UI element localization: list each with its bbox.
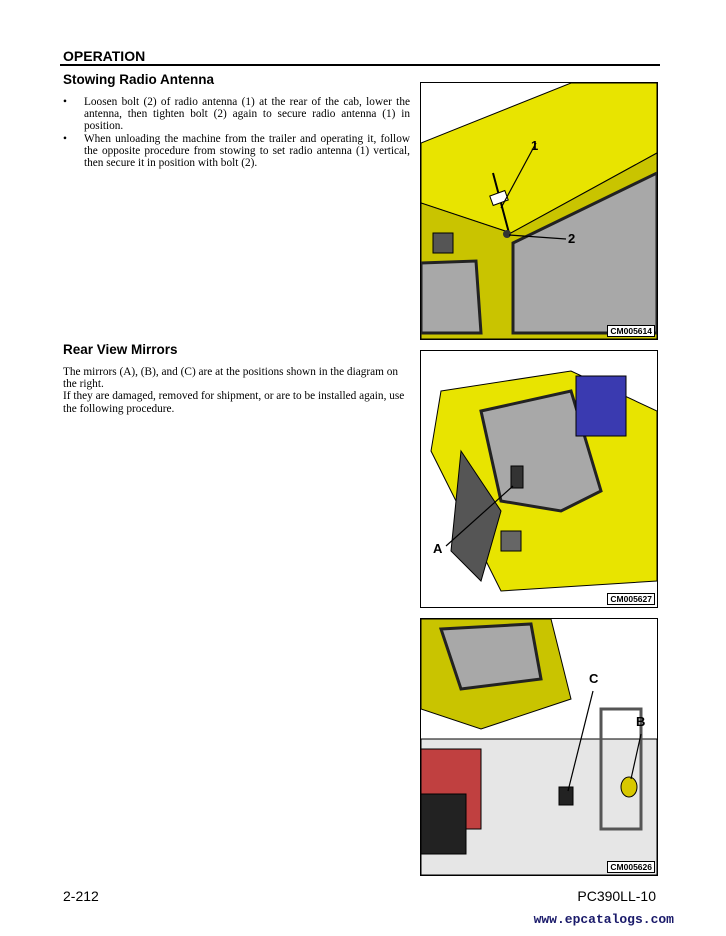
callout-a: A [433, 541, 443, 556]
callout-c: C [589, 671, 599, 686]
antenna-figure [420, 82, 658, 340]
mirror-a-figure [420, 350, 658, 608]
figure-id: CM005626 [607, 861, 655, 873]
watermark-url[interactable]: www.epcatalogs.com [533, 912, 674, 927]
section-header: OPERATION [63, 48, 146, 64]
antenna-text [63, 96, 410, 169]
antenna-title: Stowing Radio Antenna [63, 72, 214, 87]
list-item: • When unloading the machine from the trailer and operating it, follow the opposite procedure from stowing to set radio antenna (1) vertical, then secure it in position with bolt (2). [63, 132, 410, 170]
model-number: PC390LL-10 [577, 888, 656, 904]
mirror-bc-figure [420, 618, 658, 876]
callout-2: 2 [568, 231, 576, 246]
mirror-bc-illustration [421, 619, 657, 875]
mirror-a-illustration [421, 351, 657, 607]
antenna-bullet-list [63, 96, 410, 169]
mirrors-paragraph: If they are damaged, removed for shipment, or are to be installed again, use the following procedure. [63, 390, 405, 415]
list-item: • Loosen bolt (2) of radio antenna (1) at the rear of the cab, lower the antenna, then tighten bolt (2) again to secure radio antenna (1) in position. [63, 96, 410, 133]
figure-id: CM005627 [607, 593, 655, 605]
mirrors-title: Rear View Mirrors [63, 342, 178, 357]
mirrors-paragraph: The mirrors (A), (B), and (C) are at the positions shown in the diagram on the right. [63, 366, 399, 391]
figure-id: CM005614 [607, 325, 655, 337]
callout-1: 1 [531, 138, 539, 153]
antenna-illustration [421, 83, 657, 339]
mirrors-text [63, 366, 410, 415]
header-rule [60, 64, 660, 66]
callout-b: B [636, 714, 646, 729]
page-number: 2-212 [63, 888, 99, 904]
